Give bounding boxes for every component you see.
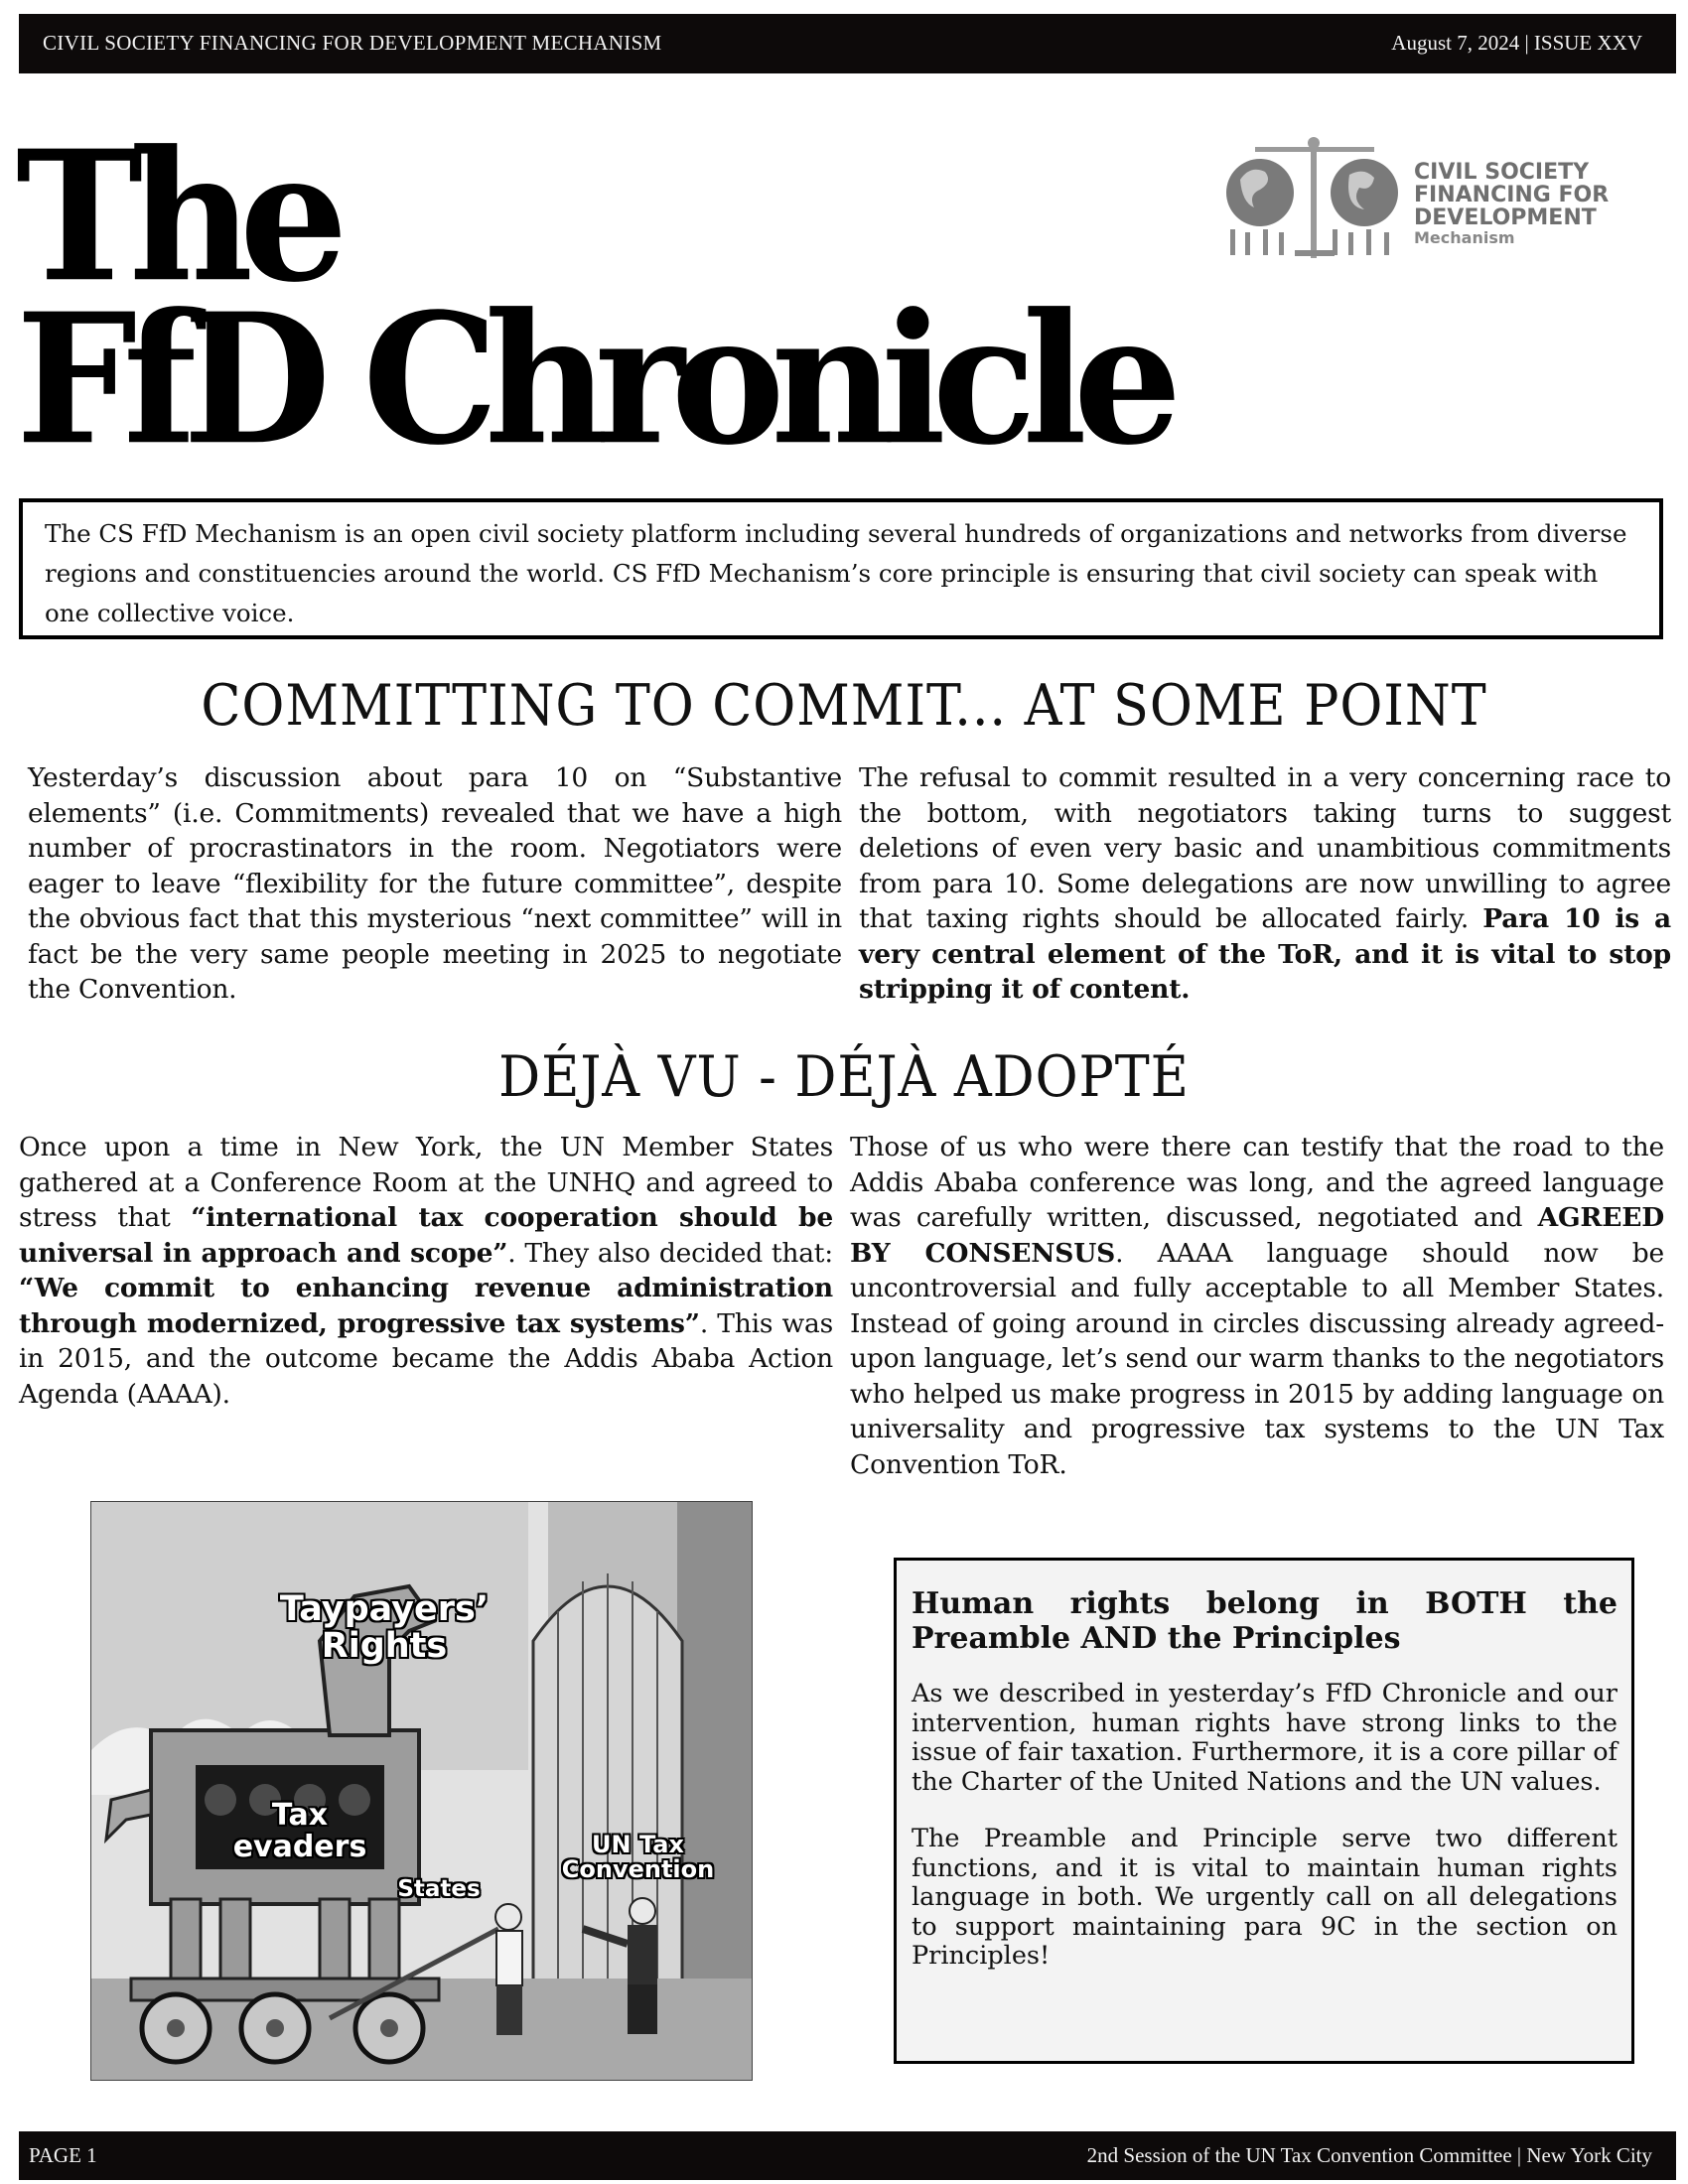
article2-col1-text-a: Once upon a time in New York, the UN Member States gathered at a Conference Room at the UNHQ and agreed to stress that <box>19 1132 833 1233</box>
trojan-horse-cartoon <box>90 1501 753 2081</box>
date-issue: August 7, 2024 | ISSUE XXV <box>1391 31 1642 55</box>
box-title: Human rights belong in BOTH the Preamble AND the Principles <box>912 1586 1618 1656</box>
page-number: PAGE 1 <box>29 2143 97 2167</box>
box-paragraph-1: As we described in yesterday’s FfD Chronicle and our intervention, human rights have strong links to the issue of fair taxation. Furthermore, it is a core pillar of the Charter of the United Nations and the UN values. <box>912 1679 1618 1797</box>
article1-col2-text: The refusal to commit resulted in a very concerning race to the bottom, with negotiators taking turns to suggest deletions of even very basic and unambitious commitments from para 10. Some delegations are now unwilling to agree that taxing rights should be allocated fairly. <box>859 762 1671 934</box>
org-name: CIVIL SOCIETY FINANCING FOR DEVELOPMENT MECHANISM <box>43 31 662 55</box>
article2-column-2 <box>850 1130 1664 1482</box>
article2-col2-text-a: Those of us who were there can testify that the road to the Addis Ababa conference was long, and the agreed language was carefully written, discussed, negotiated and <box>850 1132 1664 1233</box>
caption-un-tax-convention: UN Tax Convention <box>561 1831 715 1884</box>
masthead-line-1: The <box>16 110 335 323</box>
article2-column-1 <box>19 1130 833 1412</box>
article2-col1-text-c: . This was in 2015, and the outcome became the Addis Ababa Action Agenda (AAAA). <box>19 1307 834 1410</box>
cs-ffd-logo <box>1215 135 1652 259</box>
intro-box: The CS FfD Mechanism is an open civil society platform including several hundreds of organizations and networks from diverse regions and constituencies around the world. CS FfD Mechanism’s core principle is ensuring that civil society can speak with one collective voice. <box>19 498 1663 639</box>
article2-col2-bold: AGREED BY CONSENSUS <box>850 1202 1664 1269</box>
article1-column-2 <box>859 760 1671 1008</box>
logo-line-3: DEVELOPMENT <box>1414 205 1597 230</box>
article2-col1-text-b: . They also decided that: <box>507 1237 833 1269</box>
article2-col1-quote-2: “We commit to enhancing revenue administration through modernized, progressive tax systems” <box>19 1273 833 1339</box>
event-name: 2nd Session of the UN Tax Convention Committee | New York City <box>1086 2143 1652 2167</box>
article2-col1-quote-1: “international tax cooperation should be universal in approach and scope” <box>19 1202 833 1269</box>
logo-line-2: FINANCING FOR <box>1414 183 1610 207</box>
caption-states: States <box>397 1876 481 1902</box>
box-paragraph-2: The Preamble and Principle serve two different functions, and it is vital to maintain human rights language in both. We urgently call on all delegations to support maintaining para 9C in the section on Principles! <box>912 1824 1618 1971</box>
article1-column-1: Yesterday’s discussion about para 10 on “Substantive elements” (i.e. Commitments) revealed that we have a high number of procrastinators in the room. Negotiators were eager to leave “flexibility for the future committee”, despite the obvious fact that this mysterious “next committee” will in fact be the very same people meeting in 2025 to negotiate the Convention. <box>28 762 842 1005</box>
article1-col2-bold: Para 10 is a very central element of the ToR, and it is vital to stop stripping it of content. <box>859 903 1671 1005</box>
caption-tax-evaders: Tax evaders <box>232 1798 367 1864</box>
headline-committing: COMMITTING TO COMMIT... AT SOME POINT <box>201 673 1487 739</box>
logo-line-4: Mechanism <box>1414 228 1515 247</box>
masthead-line-2: FfD Chronicle <box>16 273 1169 485</box>
logo-line-1: CIVIL SOCIETY <box>1414 160 1590 185</box>
footer-banner <box>19 2131 1676 2180</box>
top-banner <box>19 14 1676 73</box>
scales-globes-icon <box>1215 135 1414 259</box>
caption-taxpayers-rights: Taypayers’ Rights <box>279 1589 490 1666</box>
article2-col2-text-b: . AAAA language should now be uncontroversial and fully acceptable to all Member States. Instead of going around in circles discussing already agreed-upon language, let’s send our warm thanks to the negotiators who helped us make progress in 2015 by adding language on universality and progressive tax systems to the UN Tax Convention ToR. <box>850 1237 1664 1480</box>
human-rights-box <box>894 1558 1634 2064</box>
headline-deja-vu: DÉJÀ VU - DÉJÀ ADOPTÉ <box>498 1044 1190 1110</box>
